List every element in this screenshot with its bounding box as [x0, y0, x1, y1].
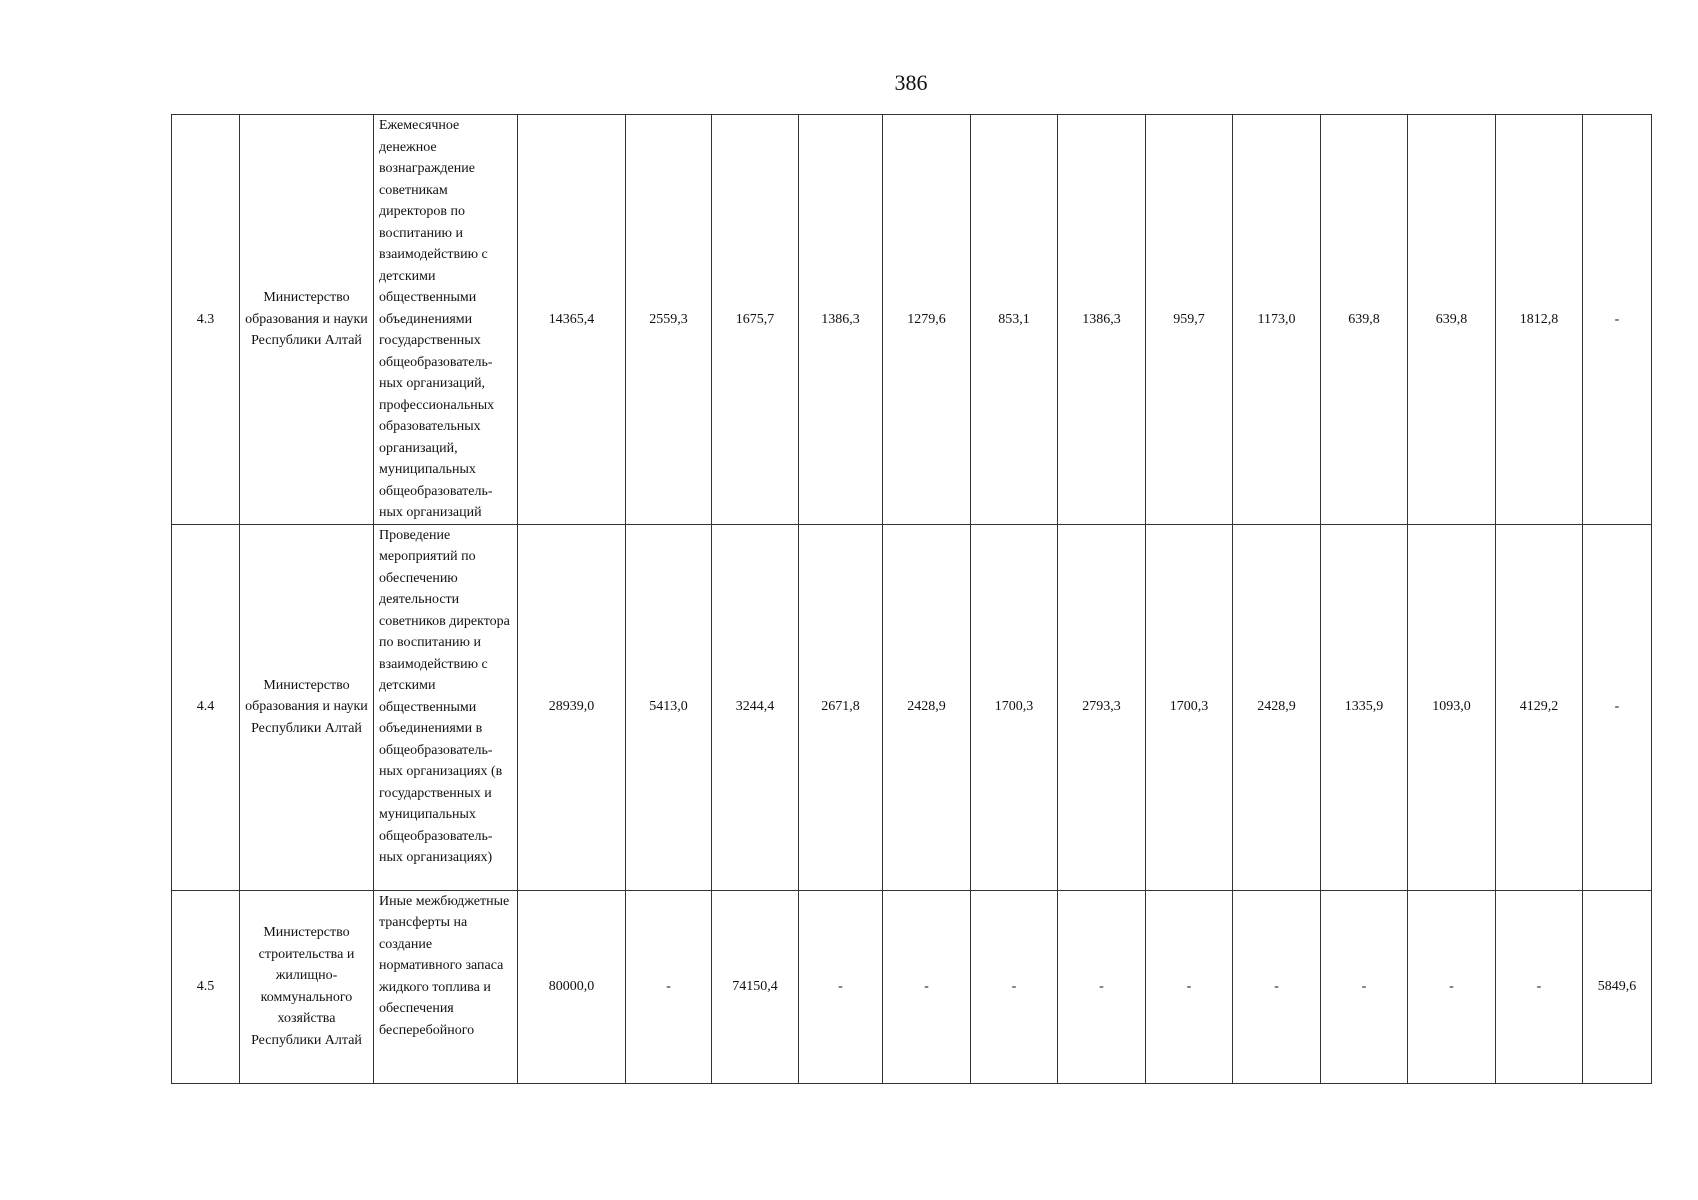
- value-cell: -: [799, 890, 883, 1083]
- description-cell: Проведение мероприятий по обеспечению деятельности советников директора по воспитанию и взаимодействию с детскими общественными объединениями в общеобразователь-ных организациях (в государственных и муниципальных общеобразователь-ных организациях): [374, 524, 518, 890]
- value-cell: -: [1058, 890, 1146, 1083]
- row-number-cell: 4.5: [172, 890, 240, 1083]
- value-cell: 1279,6: [883, 115, 971, 525]
- page-number: 386: [894, 70, 928, 95]
- value-cell: -: [1496, 890, 1583, 1083]
- value-cell: 2671,8: [799, 524, 883, 890]
- value-cell: 2793,3: [1058, 524, 1146, 890]
- value-cell: -: [1583, 115, 1652, 525]
- value-cell: 639,8: [1321, 115, 1408, 525]
- agency-cell: Министерство строительства и жилищно-коммунального хозяйства Республики Алтай: [240, 890, 374, 1083]
- value-cell: -: [971, 890, 1058, 1083]
- value-cell: 959,7: [1146, 115, 1233, 525]
- row-number-cell: 4.3: [172, 115, 240, 525]
- description-cell: Ежемесячное денежное вознаграждение советникам директоров по воспитанию и взаимодействию с детскими общественными объединениями государственных общеобразователь-ных организаций, профессиональных образовательных организаций, муниципальных общеобразователь-ных организаций: [374, 115, 518, 525]
- value-cell: 14365,4: [518, 115, 626, 525]
- description-cell: Иные межбюджетные трансферты на создание нормативного запаса жидкого топлива и обеспечения бесперебойного: [374, 890, 518, 1083]
- value-cell: 2428,9: [883, 524, 971, 890]
- value-cell: -: [1321, 890, 1408, 1083]
- agency-cell: Министерство образования и науки Республики Алтай: [240, 115, 374, 525]
- value-cell: 5413,0: [626, 524, 712, 890]
- value-cell: 1386,3: [799, 115, 883, 525]
- value-cell: 1335,9: [1321, 524, 1408, 890]
- row-number-cell: 4.4: [172, 524, 240, 890]
- value-cell: 1700,3: [1146, 524, 1233, 890]
- value-cell: 1173,0: [1233, 115, 1321, 525]
- value-cell: -: [1233, 890, 1321, 1083]
- value-cell: 5849,6: [1583, 890, 1652, 1083]
- agency-cell: Министерство образования и науки Республики Алтай: [240, 524, 374, 890]
- value-cell: 2428,9: [1233, 524, 1321, 890]
- value-cell: 3244,4: [712, 524, 799, 890]
- value-cell: -: [1146, 890, 1233, 1083]
- value-cell: -: [883, 890, 971, 1083]
- value-cell: 80000,0: [518, 890, 626, 1083]
- value-cell: 2559,3: [626, 115, 712, 525]
- table-row: [172, 115, 1652, 525]
- value-cell: 1386,3: [1058, 115, 1146, 525]
- value-cell: 1675,7: [712, 115, 799, 525]
- value-cell: -: [1408, 890, 1496, 1083]
- table-row: [172, 524, 1652, 890]
- value-cell: 1093,0: [1408, 524, 1496, 890]
- value-cell: 28939,0: [518, 524, 626, 890]
- value-cell: 1812,8: [1496, 115, 1583, 525]
- value-cell: -: [626, 890, 712, 1083]
- value-cell: -: [1583, 524, 1652, 890]
- table-row: [172, 890, 1652, 1083]
- budget-table: [171, 114, 1652, 1084]
- value-cell: 639,8: [1408, 115, 1496, 525]
- value-cell: 74150,4: [712, 890, 799, 1083]
- value-cell: 853,1: [971, 115, 1058, 525]
- value-cell: 4129,2: [1496, 524, 1583, 890]
- value-cell: 1700,3: [971, 524, 1058, 890]
